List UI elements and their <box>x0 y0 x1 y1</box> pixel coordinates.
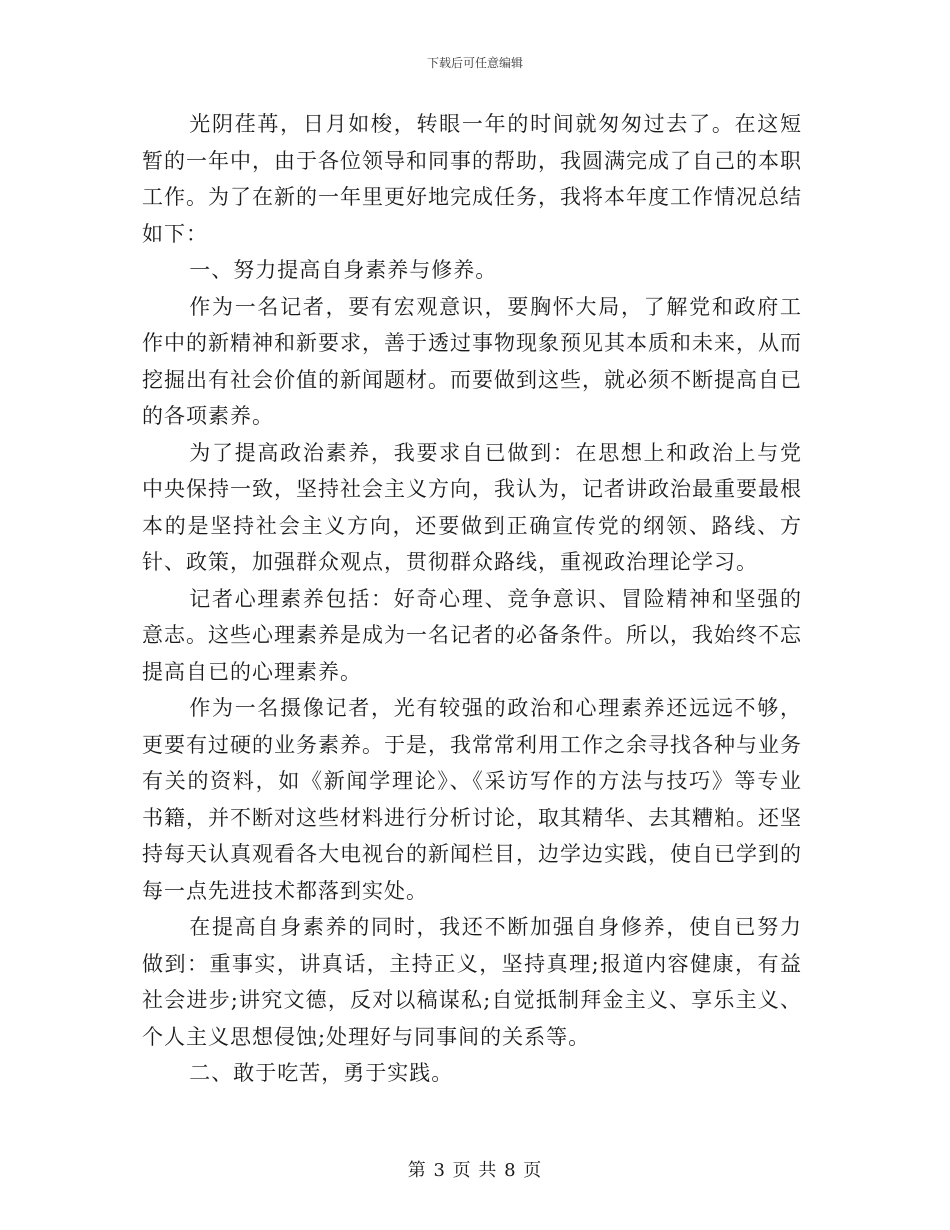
page-number: 第 3 页 共 8 页 <box>407 1160 543 1181</box>
section-heading-2: 二、敢于吃苦，勇于实践。 <box>189 1061 454 1085</box>
paragraph-psychological-quality: 记者心理素养包括：好奇心理、竞争意识、冒险精神和坚强的意志。这些心理素养是成为一名记者的必备条件。所以，我始终不忘提高自已的心理素养。 <box>142 586 802 684</box>
paragraph-macro-awareness: 作为一名记者，要有宏观意识，要胸怀大局，了解党和政府工作中的新精神和新要求，善于透过事物现象预见其本质和未来，从而挖掘出有社会价值的新闻题材。而要做到这些，就必须不断提高自已的各项素养。 <box>142 294 802 428</box>
section-heading-1: 一、努力提高自身素养与修养。 <box>189 258 498 282</box>
paragraph-intro: 光阴荏苒，日月如梭，转眼一年的时间就匆匆过去了。在这短暂的一年中，由于各位领导和同事的帮助，我圆满完成了自己的本职工作。为了在新的一年里更好地完成任务，我将本年度工作情况总结如下： <box>142 112 802 246</box>
document-body <box>142 106 802 1092</box>
page-header: 下载后可任意编辑 <box>426 56 523 70</box>
paragraph-professional-quality: 作为一名摄像记者，光有较强的政治和心理素养还远远不够，更要有过硬的业务素养。于是，我常常利用工作之余寻找各种与业务有关的资料，如《新闻学理论》、《采访写作的方法与技巧》等专业书籍，并不断对这些材料进行分析讨论，取其精华、去其糟粕。还坚持每天认真观看各大电视台的新闻栏目，边学边实践，使自已学到的每一点先进技术都落到实处。 <box>142 696 802 903</box>
paragraph-political-quality: 为了提高政治素养，我要求自已做到：在思想上和政治上与党中央保持一致，坚持社会主义方向，我认为，记者讲政治最重要最根本的是坚持社会主义方向，还要做到正确宣传党的纲领、路线、方针、政策，加强群众观点，贯彻群众路线，重视政治理论学习。 <box>142 440 802 574</box>
paragraph-self-cultivation: 在提高自身素养的同时，我还不断加强自身修养，使自已努力做到：重事实，讲真话，主持正义，坚持真理;报道内容健康，有益社会进步;讲究文德，反对以稿谋私;自觉抵制拜金主义、享乐主义、个人主义思想侵蚀;处理好与同事间的关系等。 <box>142 915 802 1049</box>
